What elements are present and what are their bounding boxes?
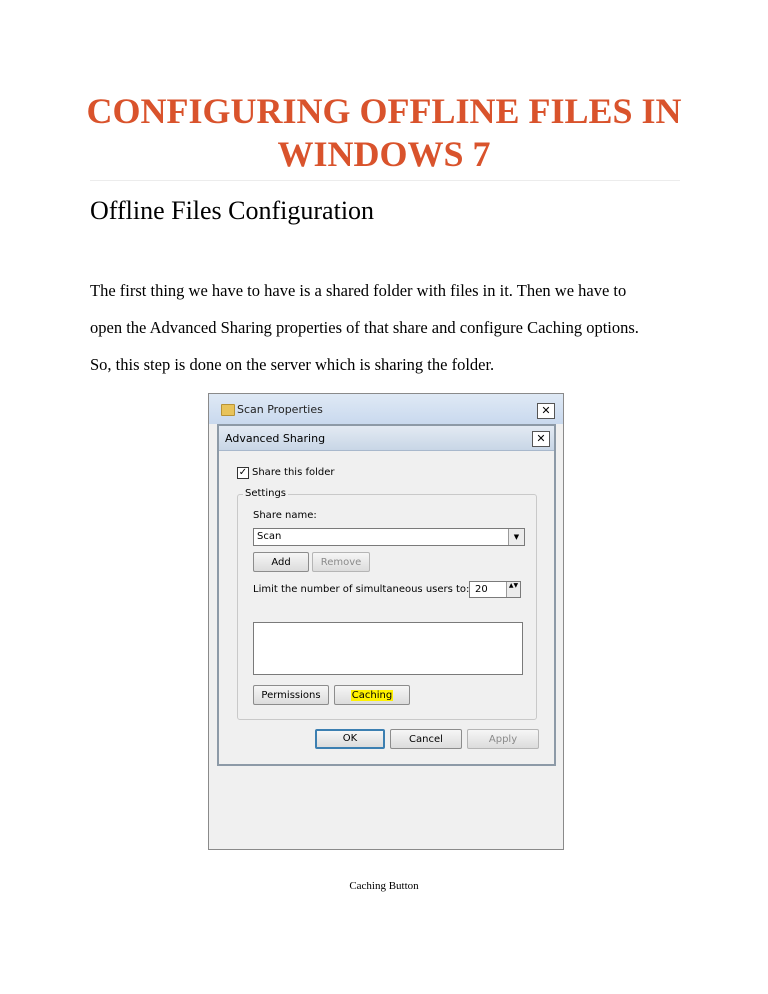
advanced-sharing-dialog bbox=[217, 424, 556, 766]
cancel-button[interactable]: Cancel bbox=[390, 729, 462, 749]
spinner-arrows-icon[interactable]: ▲▼ bbox=[506, 582, 520, 597]
title-line-1: CONFIGURING OFFLINE FILES IN bbox=[86, 91, 682, 131]
apply-button[interactable]: Apply bbox=[467, 729, 539, 749]
user-limit-value: 20 bbox=[475, 584, 488, 595]
body-paragraph bbox=[90, 272, 720, 383]
add-button[interactable]: Add bbox=[253, 552, 309, 572]
share-folder-label[interactable]: Share this folder bbox=[252, 467, 335, 478]
outer-close-icon[interactable]: ✕ bbox=[537, 403, 555, 419]
caching-button[interactable] bbox=[334, 685, 410, 705]
dialog-close-icon[interactable]: ✕ bbox=[532, 431, 550, 447]
paragraph-line: The first thing we have to have is a shared folder with files in it. Then we have to bbox=[90, 281, 627, 300]
figure-caption: Caching Button bbox=[349, 880, 419, 892]
title-line-2: WINDOWS 7 bbox=[277, 134, 491, 174]
caching-label-highlighted: Caching bbox=[351, 690, 393, 701]
page-title bbox=[60, 90, 708, 176]
permissions-button[interactable]: Permissions bbox=[253, 685, 329, 705]
screenshot-figure bbox=[208, 393, 564, 850]
share-name-label: Share name: bbox=[253, 510, 317, 521]
dialog-titlebar bbox=[219, 426, 554, 451]
section-heading: Offline Files Configuration bbox=[90, 196, 375, 225]
folder-icon bbox=[221, 404, 235, 416]
outer-window-title: Scan Properties bbox=[237, 403, 323, 416]
title-divider bbox=[90, 180, 680, 181]
remove-button[interactable]: Remove bbox=[312, 552, 370, 572]
share-folder-checkbox[interactable]: ✓ bbox=[238, 467, 248, 478]
paragraph-line: open the Advanced Sharing properties of that share and configure Caching options. bbox=[90, 318, 639, 337]
ok-button[interactable]: OK bbox=[315, 729, 385, 749]
settings-legend: Settings bbox=[245, 488, 287, 499]
share-name-value: Scan bbox=[257, 531, 282, 542]
limit-users-label: Limit the number of simultaneous users to: bbox=[253, 584, 470, 595]
comments-textarea[interactable] bbox=[253, 622, 523, 675]
paragraph-line: So, this step is done on the server which is sharing the folder. bbox=[90, 355, 495, 374]
chevron-down-icon[interactable]: ▼ bbox=[508, 529, 524, 545]
dialog-title: Advanced Sharing bbox=[225, 432, 326, 445]
share-name-combobox[interactable] bbox=[253, 528, 525, 546]
user-limit-spinner[interactable] bbox=[469, 581, 521, 598]
scan-properties-titlebar bbox=[209, 394, 563, 424]
